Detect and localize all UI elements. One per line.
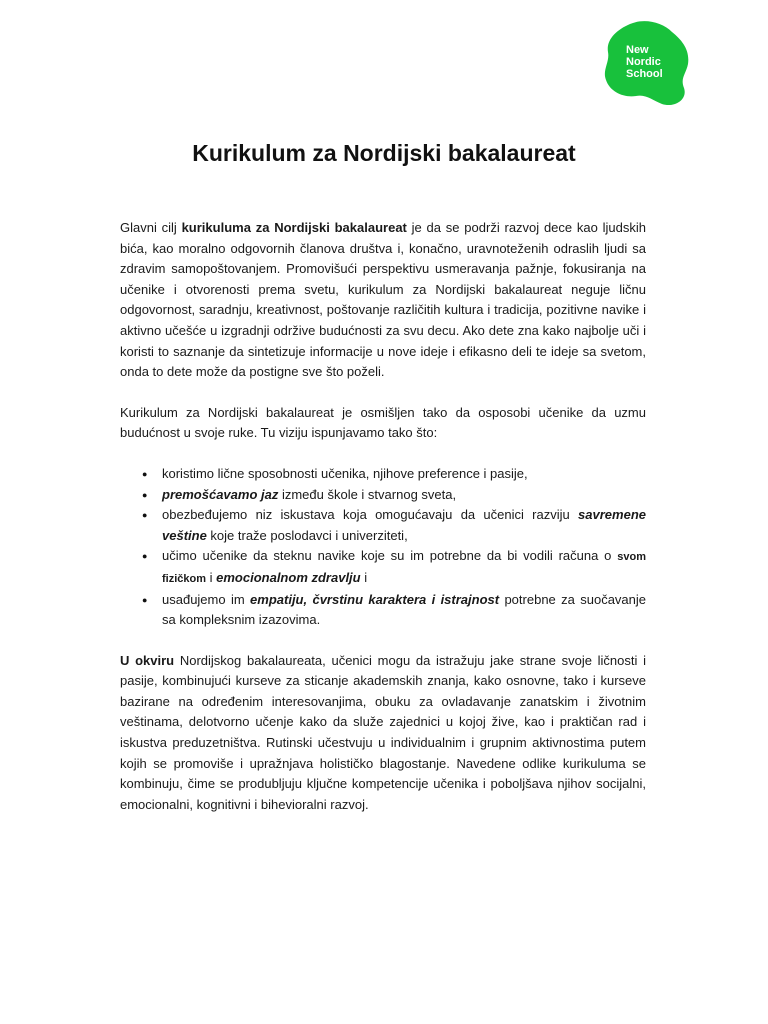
- bullet-4-text-2: i: [206, 569, 217, 585]
- bullet-5-text-1: usađujemo im: [162, 591, 251, 607]
- logo-line-2: Nordic: [626, 56, 661, 68]
- bullet-5-text-2: potrebne za suočavanje sa kompleksnim izazovima.: [162, 591, 646, 628]
- logo-line-1: New: [626, 44, 649, 56]
- list-item: [120, 485, 646, 506]
- bullet-4-small: svom fizičkom: [162, 551, 646, 585]
- bullet-4-text-3: i: [360, 569, 368, 585]
- list-item: [120, 505, 646, 546]
- bullet-3-emphasis: savremene veštine: [162, 507, 646, 543]
- list-item: [120, 464, 646, 485]
- bullet-list: [120, 464, 646, 631]
- framework-bold: U okviru: [120, 652, 175, 668]
- bullet-3-text-2: koje traže poslodavci i univerziteti,: [206, 527, 408, 543]
- new-nordic-school-logo: [600, 20, 692, 108]
- bullet-4-emphasis: emocionalnom zdravlju: [216, 569, 361, 585]
- bullet-2-text: između škole i stvarnog sveta,: [278, 486, 457, 502]
- logo-line-3: School: [626, 68, 663, 80]
- document-body: [120, 218, 646, 815]
- page-title: Kurikulum za Nordijski bakalaureat: [192, 140, 576, 166]
- framework-paragraph: [120, 651, 646, 816]
- intro-text-2: je da se podrži razvoj dece kao ljudskih bića, kao moralno odgovornih članova društva i, konačno, uravnoteženih odraslih ljudi sa zdravim samopoštovanjem. Promovišući perspektivu usmeravanja pažnje, fokusiranja na učenike i otvorenosti prema svetu, kurikulum za Nordijski bakalaureat neguje ličnu odgovornost, saradnju, kreativnost, poštovanje različitih kultura i tradicija, pozitivne navike i aktivno učešće u izgradnji održive budućnosti za svu decu. Ako dete zna kako najbolje uči i koristi to saznanje da sintetizuje informacije u nove ideje i efikasno deli te ideje sa svetom, onda to dete može da postigne sve što poželi.: [120, 220, 646, 380]
- list-item: [120, 546, 646, 589]
- bullet-5-emphasis: empatiju, čvrstinu karaktera i istrajnost: [250, 591, 500, 607]
- intro-paragraph: [120, 218, 646, 383]
- bullet-1-text: koristimo lične sposobnosti učenika, njihove preference i pasije,: [162, 465, 528, 481]
- intro-bold: kurikuluma za Nordijski bakalaureat: [181, 220, 407, 235]
- bullet-4-text-1: učimo učenike da steknu navike koje su im potrebne da bi vodili računa o: [162, 548, 618, 564]
- bullet-3-text-1: obezbeđujemo niz iskustava koja omogućavaju da učenici razviju: [162, 507, 579, 523]
- vision-paragraph: Kurikulum za Nordijski bakalaureat je osmišljen tako da osposobi učenike da uzmu budućnost u svoje ruke. Tu viziju ispunjavamo tako što:: [120, 404, 646, 441]
- framework-text: Nordijskog bakalaureata, učenici mogu da istražuju jake strane svoje ličnosti i pasije, kombinujući kurseve za sticanje akademskih znanja, kako osnovne, tako i kurseve bazirane na određenim interesovanjima, obuku za ovladavanje zanatskim i životnim veštinama, delotvorno učenje kako da služe zajednici u kojoj žive, kao i praktičan rad i iskustva preduzetništva. Rutinski učestvuju u individualnim i grupnim aktivnostima putem kojih se promoviše i upražnjava holističko blagostanje. Navedene odlike kurikuluma se kombinuju, čime se produbljuju ključne kompetencije učenika i poboljšava njihov socijalni, emocionalni, kognitivni i bihevioralni razvoj.: [120, 652, 646, 812]
- bullet-2-emphasis: premošćavamo jaz: [162, 486, 279, 502]
- intro-text-1: Glavni cilj: [120, 220, 182, 235]
- logo-text: [626, 44, 663, 80]
- list-item: [120, 590, 646, 631]
